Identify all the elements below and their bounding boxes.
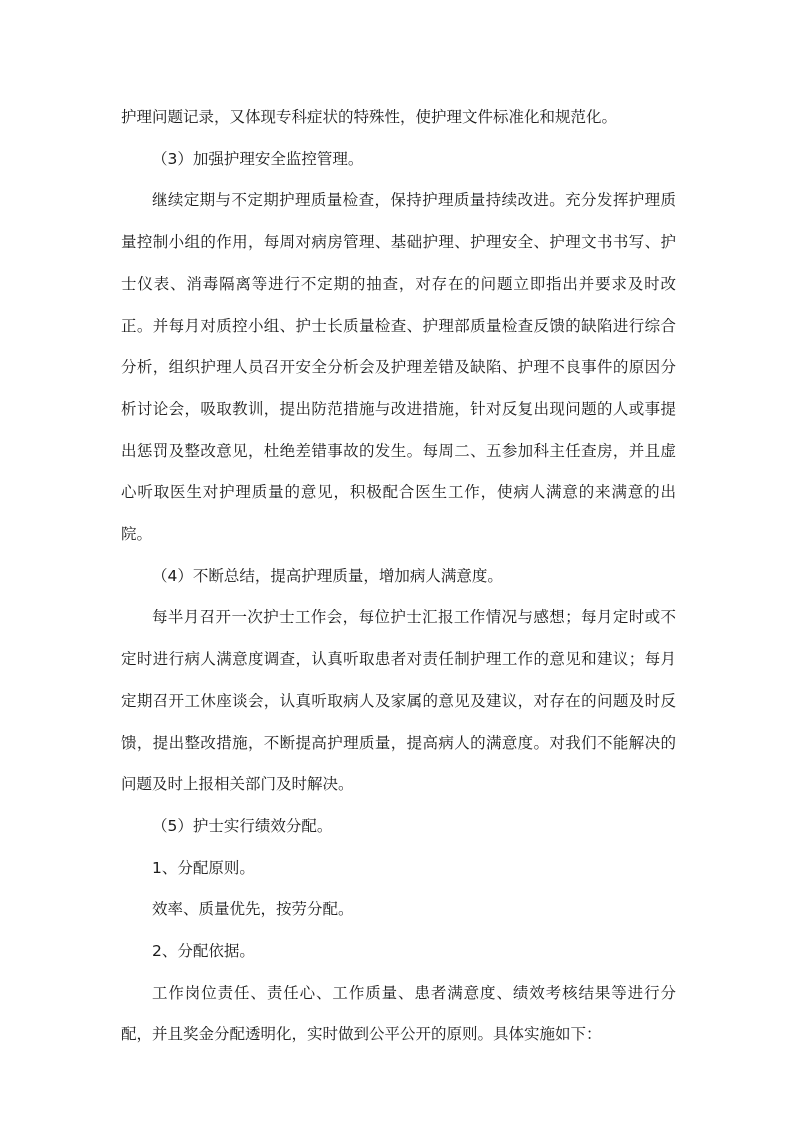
- item-allocation-basis: 2、分配依据。: [152, 942, 255, 961]
- heading-safety-monitoring: （3）加强护理安全监控管理。: [152, 149, 364, 168]
- paragraph-nursing-records: 护理问题记录，又体现专科症状的特殊性，使护理文件标准化和规范化。: [121, 108, 618, 126]
- paragraph-quality-inspection: 继续定期与不定期护理质量检查，保持护理质量持续改进。充分发挥护理质量控制小组的作用，每周对病房管理、基础护理、护理安全、护理文书书写、护士仪表、消毒隔离等进行不定期的抽查，对存在的问题立即指出并要求及时改正。并每月对质控小组、护士长质量检查、护理部质量检查反馈的缺陷进行综合分析，组织护理人员召开安全分析会及护理差错及缺陷、护理不良事件的原因分析讨论会，吸取教训，提出防范措施与改进措施，针对反复出现问题的人或事提出惩罚及整改意见，杜绝差错事故的发生。每周二、五参加科主任查房，并且虚心听取医生对护理质量的意见，积极配合医生工作，使病人满意的来满意的出院。: [121, 191, 676, 544]
- item-allocation-principle: 1、分配原则。: [152, 858, 255, 877]
- heading-summary-satisfaction: （4）不断总结，提高护理质量，增加病人满意度。: [152, 566, 503, 585]
- heading-performance-allocation: （5）护士实行绩效分配。: [152, 816, 333, 835]
- paragraph-efficiency-quality: 效率、质量优先，按劳分配。: [152, 900, 354, 919]
- document-body: [121, 97, 676, 1056]
- paragraph-nurse-meetings: 每半月召开一次护士工作会，每位护士汇报工作情况与感想；每月定时或不定时进行病人满意度调查，认真听取患者对责任制护理工作的意见和建议；每月定期召开工休座谈会，认真听取病人及家属的意见及建议，对存在的问题及时反馈，提出整改措施，不断提高护理质量，提高病人的满意度。对我们不能解决的问题及时上报相关部门及时解决。: [121, 608, 676, 794]
- paragraph-allocation-details: 工作岗位责任、责任心、工作质量、患者满意度、绩效考核结果等进行分配，并且奖金分配透明化，实时做到公平公开的原则。具体实施如下：: [121, 983, 676, 1044]
